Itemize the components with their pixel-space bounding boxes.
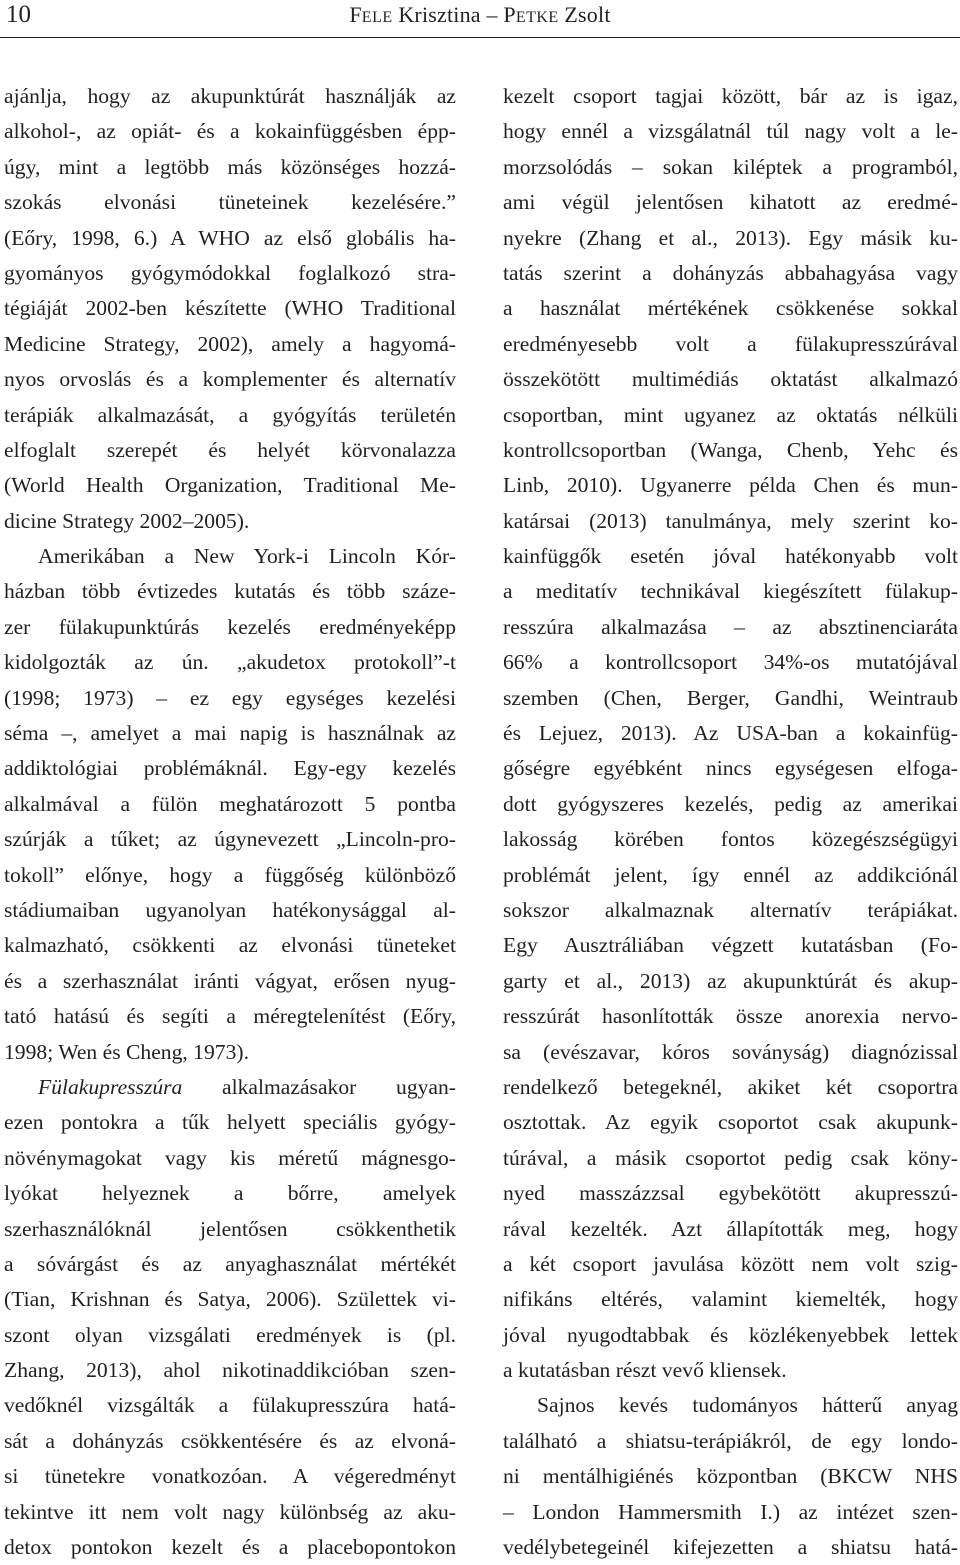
text-line: gyományos gyógymódokkal foglalkozó stra- — [4, 260, 456, 285]
text-line: kalmazható, csökkenti az elvonási tüneteket — [4, 933, 456, 958]
text-line: a használat mértékének csökkenése sokkal — [503, 296, 958, 321]
text-line: alkohol-, az opiát- és a kokainfüggésben épp- — [4, 119, 456, 144]
text-line: szúrják a tűket; az úgynevezett „Lincoln-pro- — [4, 827, 456, 852]
text-line: garty et al., 2013) az akupunktúrát és akup- — [503, 968, 958, 993]
text-line: (World Health Organization, Traditional Me- — [4, 473, 456, 498]
text-line: nyed masszázzsal egybekötött akupresszú- — [503, 1181, 958, 1206]
text-line: túrával, a másik csoportot pedig csak köny- — [503, 1145, 958, 1170]
text-line: kidolgozták az ún. „akudetox protokoll”-t — [4, 650, 456, 675]
author1-initial: F — [349, 2, 362, 27]
text-line: hogy ennél a vizsgálatnál túl nagy volt a le- — [503, 119, 958, 144]
text-line: jóval nyugodtabbak és közlékenyebbek lettek — [503, 1322, 958, 1347]
text-line: tégiáját 2002-ben készítette (WHO Traditional — [4, 296, 456, 321]
text-line: katársai (2013) tanulmánya, mely szerint ko- — [503, 508, 958, 533]
text-line: (1998; 1973) – ez egy egységes kezelési — [4, 685, 456, 710]
text-line: Medicine Strategy, 2002), amely a hagyomá- — [4, 331, 456, 356]
text-line: eredményesebb volt a fülakupresszúrával — [503, 331, 958, 356]
text-line: szerhasználóknál jelentősen csökkenthetik — [4, 1216, 456, 1241]
text-line: a kutatásban részt vevő kliensek. — [503, 1358, 787, 1383]
text-line: 1998; Wen és Cheng, 1973). — [4, 1039, 249, 1064]
author1-surname-rest: ELE — [361, 9, 393, 26]
text-line: a két csoport javulása között nem volt szig- — [503, 1251, 958, 1276]
text-line: detox pontokon kezelt és a placebopontokon — [4, 1535, 456, 1560]
text-line: tatás szerint a dohányzás abbahagyása vagy — [503, 260, 958, 285]
text-line: úgy, mint a legtöbb más közönséges hozzá- — [4, 154, 456, 179]
text-line: nyekre (Zhang et al., 2013). Egy másik ku- — [503, 225, 958, 250]
author1-given-name: Krisztina — [398, 2, 481, 27]
text-line: Linb, 2010). Ugyanerre példa Chen és mun- — [503, 473, 958, 498]
text-line: gőségre egyébként nincs egységesen elfoga- — [503, 756, 958, 781]
text-line: Zhang, 2013), ahol nikotinaddikcióban szen- — [4, 1358, 456, 1383]
text-line: zer fülakupunktúrás kezelés eredményeképp — [4, 614, 456, 639]
author2-initial: P — [503, 2, 516, 27]
text-line: resszúra alkalmazása – az absztinenciaráta — [503, 614, 958, 639]
text-line: és Lejuez, 2013). Az USA-ban a kokainfüg- — [503, 721, 958, 746]
text-line: nyos orvoslás és a komplementer és alternatív — [4, 367, 456, 392]
text-line: nifikáns eltérés, valamint kiemelték, hogy — [503, 1287, 958, 1312]
running-head-authors — [0, 0, 960, 33]
right-column — [503, 79, 958, 1565]
text-line: található a shiatsu-terápiákról, de egy londo- — [503, 1428, 958, 1453]
text-line: a sóvárgást és az anyaghasználat mértékét — [4, 1251, 456, 1276]
text-line: problémát jelent, így ennél az addikciónál — [503, 862, 958, 887]
text-line — [4, 1070, 456, 1105]
text-line: vedőknél vizsgálták a fülakupresszúra hatá- — [4, 1393, 456, 1418]
text-line: Amerikában a New York-i Lincoln Kór- — [38, 544, 456, 569]
text-line: rendelkező betegeknél, akiket két csoportra — [503, 1074, 958, 1099]
text-line: addiktológiai problémáknál. Egy-egy kezelés — [4, 756, 456, 781]
text-line: terápiák alkalmazását, a gyógyítás területén — [4, 402, 456, 427]
text-line: resszúrát hasonlították össze anorexia nervo- — [503, 1004, 958, 1029]
header-rule — [0, 37, 960, 38]
text-line: szokás elvonási tüneteinek kezelésére.” — [4, 190, 456, 215]
text-line: sát a dohányzás csökkentésére és az elvoná- — [4, 1428, 456, 1453]
text-line: alkalmával a fülön meghatározott 5 pontba — [4, 791, 456, 816]
text-line: Egy Ausztráliában végzett kutatásban (Fo- — [503, 933, 958, 958]
text-line: házban több évtizedes kutatás és több száze- — [4, 579, 456, 604]
text-line: kontrollcsoportban (Wanga, Chenb, Yehc és — [503, 437, 958, 462]
text-line: Sajnos kevés tudományos hátterű anyag — [537, 1393, 958, 1418]
text-line: szont olyan vizsgálati eredmények is (pl. — [4, 1322, 456, 1347]
page-number: 10 — [6, 1, 31, 28]
text-line: vedélybetegeinél kifejezetten a shiatsu hatá- — [503, 1535, 958, 1560]
text-line: 66% a kontrollcsoport 34%-os mutatójával — [503, 650, 958, 675]
text-line: sokszor alkalmaznak alternatív terápiákat. — [503, 897, 958, 922]
text-line: ni mentálhigiénés központban (BKCW NHS — [503, 1464, 958, 1489]
text-line: növénymagokat vagy kis méretű mágnesgo- — [4, 1145, 456, 1170]
text-line: rával kezelték. Azt állapították meg, hogy — [503, 1216, 958, 1241]
text-line: sa (evészavar, kóros soványság) diagnózissal — [503, 1039, 958, 1064]
text-line: osztottak. Az egyik csoportot csak akupunk- — [503, 1110, 958, 1135]
text-line-rest: alkalmazásakor ugyan- — [222, 1074, 456, 1099]
text-line: lyókat helyeznek a bőrre, amelyek — [4, 1181, 456, 1206]
text-line: a meditatív technikával kiegészített fülakup- — [503, 579, 958, 604]
author2-surname-rest: ETKE — [515, 9, 559, 26]
author2-given-name: Zsolt — [564, 2, 611, 27]
text-line: ezen pontokra a tűk helyett speciális gyógy- — [4, 1110, 456, 1135]
text-line: lakosság körében fontos közegészségügyi — [503, 827, 958, 852]
text-line: si tünetekre vonatkozóan. A végeredményt — [4, 1464, 456, 1489]
text-line: ajánlja, hogy az akupunktúrát használják az — [4, 84, 456, 108]
text-line: összekötött multimédiás oktatást alkalmazó — [503, 367, 958, 392]
left-column — [4, 79, 456, 1565]
text-line: és a szerhasználat iránti vágyat, erősen nyug- — [4, 968, 456, 993]
text-line: dicine Strategy 2002–2005). — [4, 508, 250, 533]
text-line: tokoll” előnye, hogy a függőség különböző — [4, 862, 456, 887]
text-line: séma –, amelyet a mai napig is használnak az — [4, 721, 456, 746]
text-line: elfoglalt szerepét és helyét körvonalazza — [4, 437, 456, 462]
text-line: szemben (Chen, Berger, Gandhi, Weintraub — [503, 685, 958, 710]
text-line: dott gyógyszeres kezelés, pedig az amerikai — [503, 791, 958, 816]
text-line: – London Hammersmith I.) az intézet szen- — [503, 1499, 958, 1524]
text-line: kezelt csoport tagjai között, bár az is igaz, — [503, 84, 958, 108]
page-header — [0, 0, 960, 40]
text-line: (Tian, Krishnan és Satya, 2006). Születtek vi- — [4, 1287, 456, 1312]
text-line: csoportban, mint ugyanez az oktatás nélküli — [503, 402, 958, 427]
text-line: tató hatású és segíti a méregtelenítést (Eőry, — [4, 1004, 456, 1029]
text-line: morzsolódás – sokan kiléptek a programból, — [503, 154, 958, 179]
text-line: (Eőry, 1998, 6.) A WHO az első globális ha- — [4, 225, 456, 250]
text-line: ami végül jelentősen kihatott az eredmé- — [503, 190, 958, 215]
text-line: tekintve itt nem volt nagy különbség az aku- — [4, 1499, 456, 1524]
italic-term: Fülakupresszúra — [38, 1074, 183, 1099]
author-separator: – — [486, 2, 498, 27]
text-line: stádiumaiban ugyanolyan hatékonysággal al- — [4, 897, 456, 922]
text-line: kainfüggők esetén jóval hatékonyabb volt — [503, 544, 958, 569]
